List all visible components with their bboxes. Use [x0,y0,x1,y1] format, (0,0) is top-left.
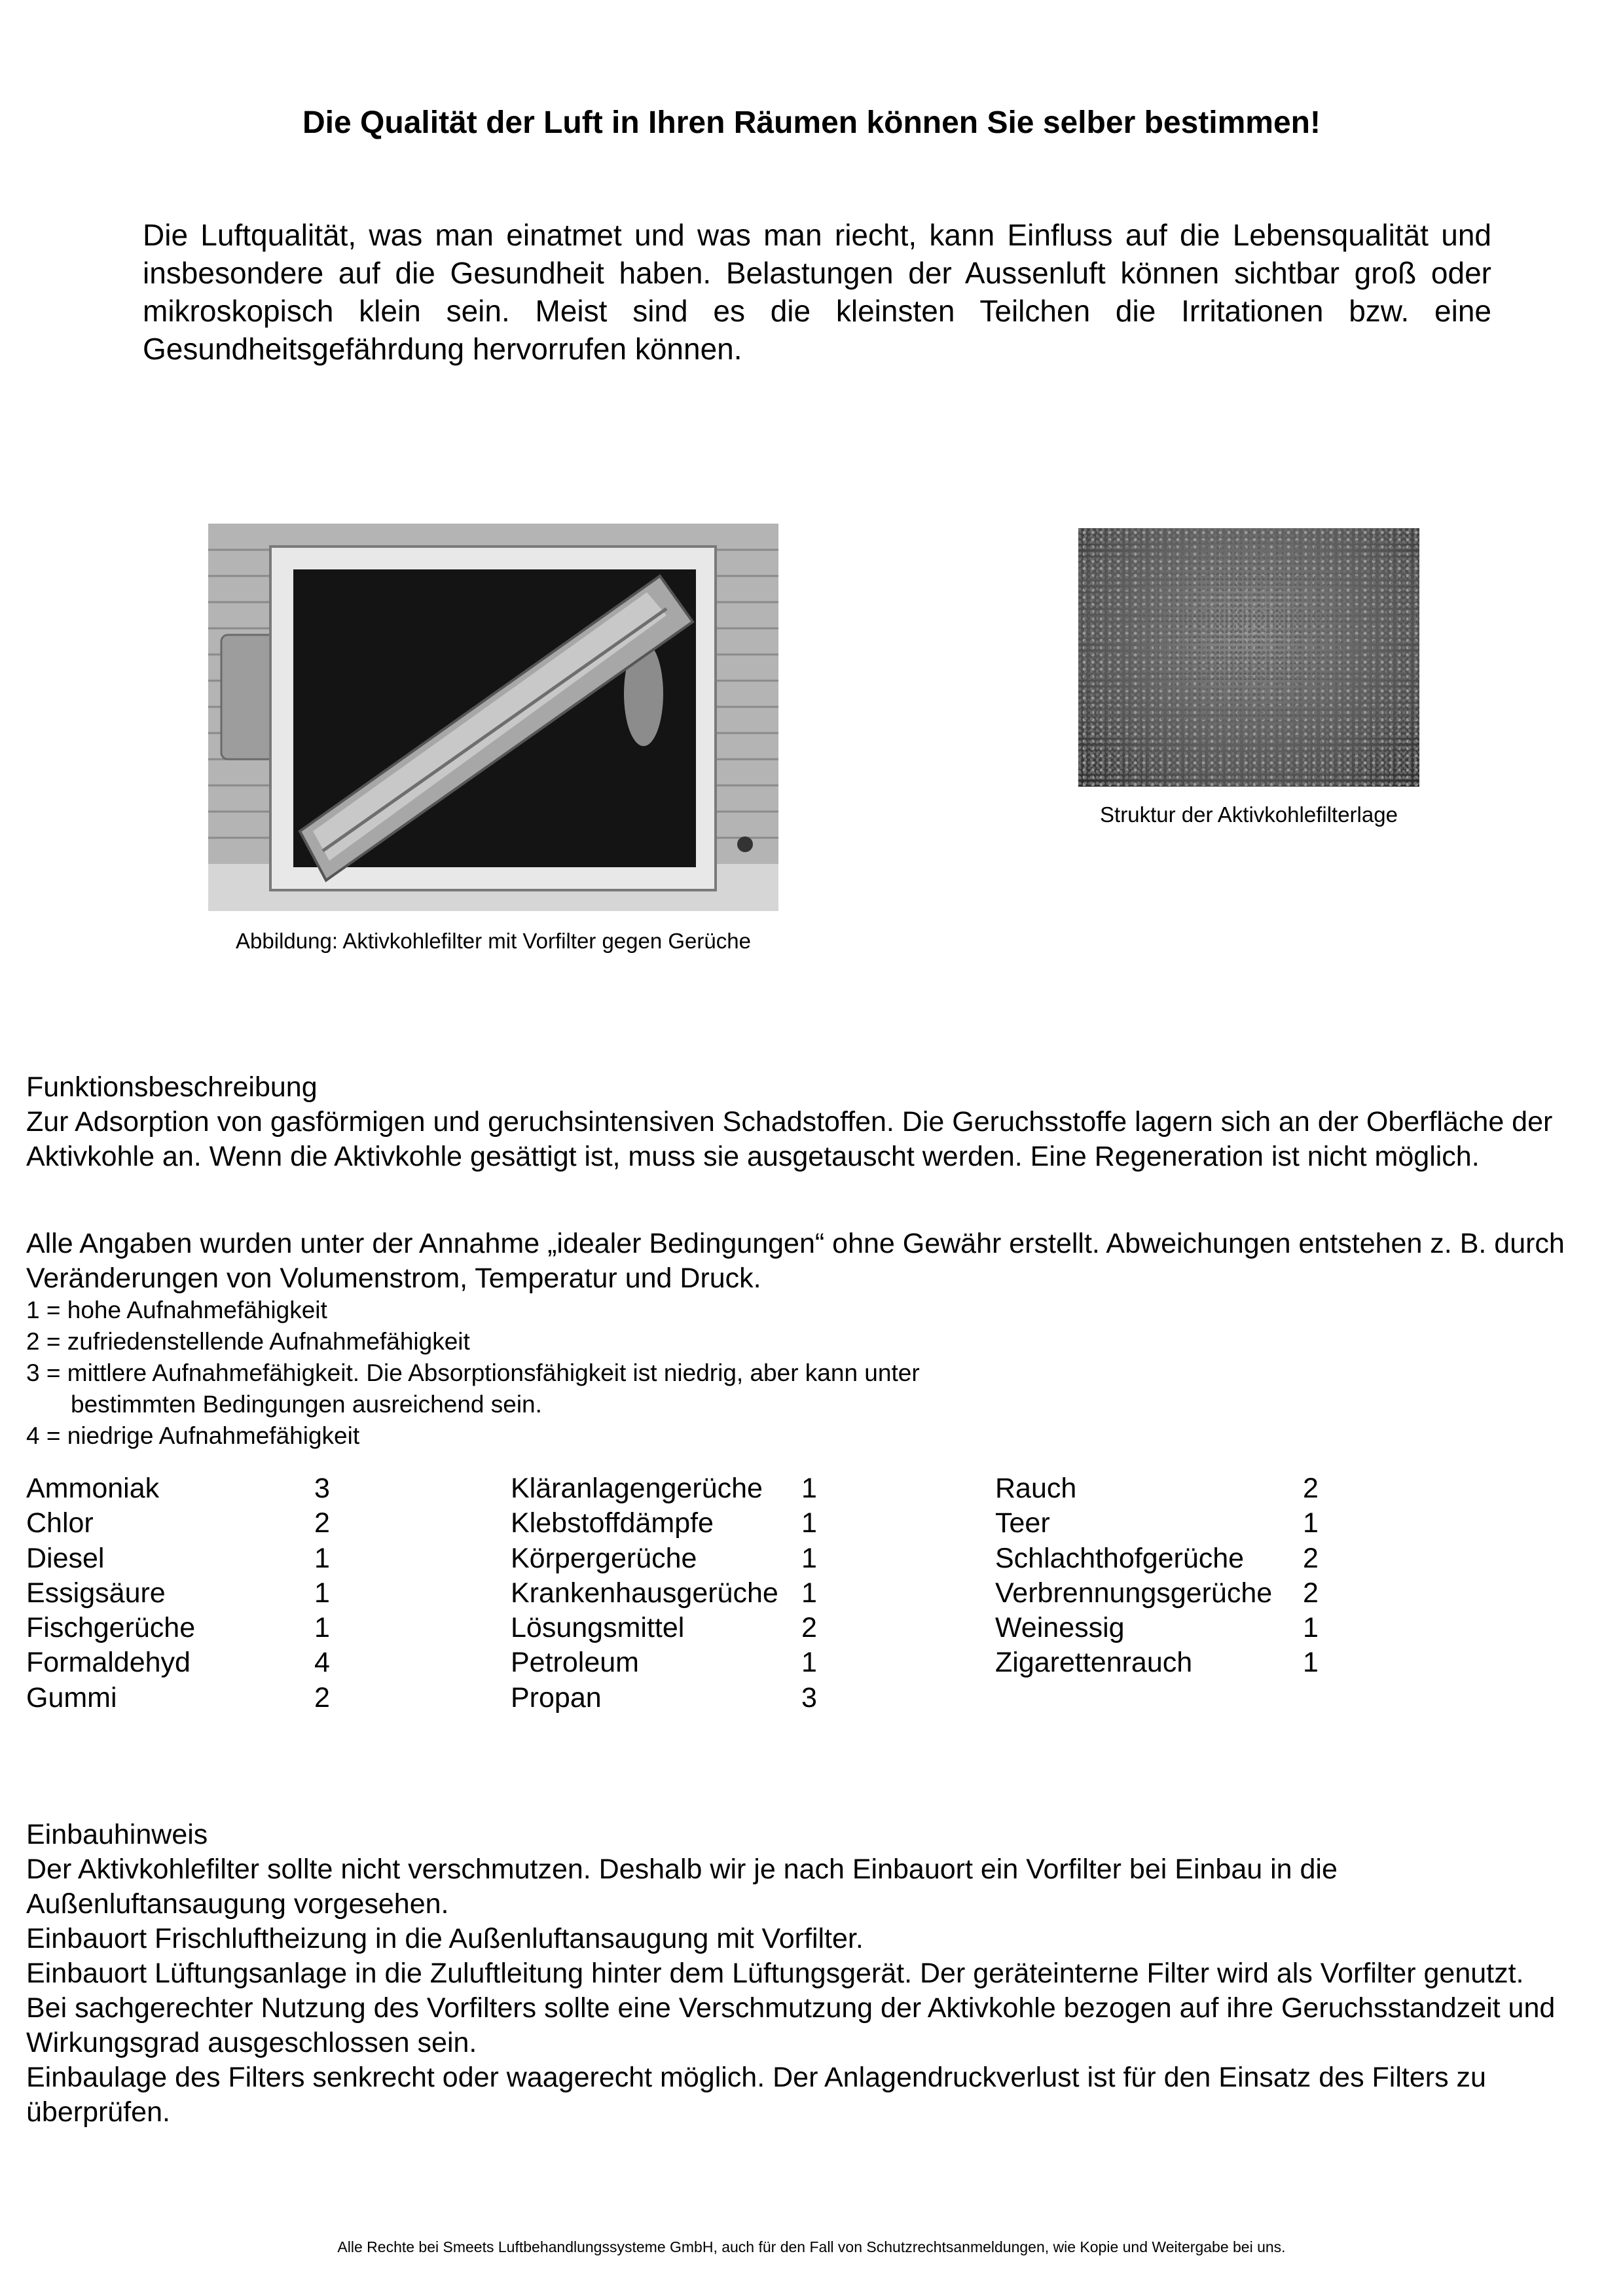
substance-rating: 1 [1303,1612,1319,1644]
substance-row [511,1681,841,1715]
substance-name: Lösungsmittel [511,1612,685,1644]
substance-row [26,1541,354,1576]
substance-rating: 1 [314,1542,330,1574]
substance-row [995,1611,1342,1645]
substance-row [995,1576,1342,1611]
substance-rating: 1 [314,1612,330,1644]
substance-name: Schlachthofgerüche [995,1542,1245,1574]
substance-row [26,1611,354,1645]
legend-item: bestimmten Bedingungen ausreichend sein. [71,1391,542,1418]
substance-rating: 1 [1303,1507,1319,1539]
substance-column-3 [995,1471,1342,1681]
installation-notes [26,1852,1597,2130]
intro-paragraph: Die Luftqualität, was man einatmet und was man riecht, kann Einfluss auf die Lebensqualität und insbesondere auf die Gesundheit haben. Belastungen der Aussenluft können sichtbar groß oder mikroskopisch klein sein. Meist sind es die kleinsten Teilchen die Irritationen bzw. eine Gesundheitsgefährdung hervorrufen können. [143,218,1491,366]
substance-name: Zigarettenrauch [995,1647,1193,1679]
filter-photo-caption: Abbildung: Aktivkohlefilter mit Vorfilter gegen Gerüche [236,929,751,953]
substance-name: Weinessig [995,1612,1125,1644]
function-heading: Funktionsbeschreibung [26,1071,318,1103]
substance-rating: 1 [801,1542,817,1574]
substance-row [995,1541,1342,1576]
carbon-texture-photo [1078,528,1419,787]
substance-column-1 [26,1471,354,1715]
substance-row [511,1471,841,1506]
installation-note: Der Aktivkohlefilter sollte nicht verschmutzen. Deshalb wir je nach Einbauort ein Vorfilter bei Einbau in die Außenluftansaugung vorgesehen. [26,1854,1338,1920]
substance-rating: 1 [801,1473,817,1504]
substance-name: Krankenhausgerüche [511,1577,778,1609]
substance-name: Klebstoffdämpfe [511,1507,714,1539]
substance-row [995,1506,1342,1541]
substance-name: Petroleum [511,1647,639,1679]
substance-row [995,1471,1342,1506]
substance-rating: 3 [801,1681,817,1713]
substance-rating: 2 [801,1612,817,1644]
substance-name: Teer [995,1507,1050,1539]
substance-row [26,1645,354,1680]
substance-name: Verbrennungsgerüche [995,1577,1273,1609]
substance-row [511,1611,841,1645]
substance-rating: 2 [314,1507,330,1539]
installation-note: Einbauort Lüftungsanlage in die Zuluftleitung hinter dem Lüftungsgerät. Der geräteinterne Filter wird als Vorfilter genutzt. [26,1958,1524,1989]
installation-note: Bei sachgerechter Nutzung des Vorfilters sollte eine Verschmutzung der Aktivkohle bezogen auf ihre Geruchsstandzeit und Wirkungsgrad ausgeschlossen sein. [26,1992,1556,2058]
substance-row [995,1645,1342,1680]
substance-name: Essigsäure [26,1577,166,1609]
substance-row [511,1541,841,1576]
substance-name: Körpergerüche [511,1542,697,1574]
texture-photo-caption: Struktur der Aktivkohlefilterlage [1100,802,1398,827]
substance-name: Gummi [26,1681,117,1713]
filter-photo [208,524,778,911]
legend-item: 1 = hohe Aufnahmefähigkeit [26,1297,327,1323]
substance-row [26,1506,354,1541]
disclaimer-text: Alle Angaben wurden unter der Annahme „idealer Bedingungen“ ohne Gewähr erstellt. Abweichungen entstehen z. B. durch Veränderungen von Volumenstrom, Temperatur und Druck. [26,1228,1565,1294]
installation-note: Einbauort Frischluftheizung in die Außenluftansaugung mit Vorfilter. [26,1923,864,1954]
substance-rating: 1 [801,1507,817,1539]
substance-rating: 2 [314,1681,330,1713]
substance-rating: 2 [1303,1542,1319,1574]
substance-rating: 1 [314,1577,330,1609]
substance-row [26,1681,354,1715]
substance-name: Rauch [995,1473,1077,1504]
substance-rating: 1 [1303,1647,1319,1679]
substance-name: Fischgerüche [26,1612,196,1644]
substance-rating: 1 [801,1577,817,1609]
installation-note: Einbaulage des Filters senkrecht oder waagerecht möglich. Der Anlagendruckverlust ist für den Einsatz des Filters zu überprüfen. [26,2062,1486,2128]
substance-name: Ammoniak [26,1473,160,1504]
substance-rating: 4 [314,1647,330,1679]
legend-item: 4 = niedrige Aufnahmefähigkeit [26,1422,360,1449]
capacity-legend [26,1295,1597,1452]
substance-row [511,1506,841,1541]
substance-name: Kläranlagengerüche [511,1473,763,1504]
substance-name: Formaldehyd [26,1647,191,1679]
installation-heading: Einbauhinweis [26,1819,208,1850]
footer-copyright: Alle Rechte bei Smeets Luftbehandlungssysteme GmbH, auch für den Fall von Schutzrechtsanmeldungen, wie Kopie und Weitergabe bei uns. [337,2238,1286,2255]
substance-name: Chlor [26,1507,94,1539]
legend-item: 3 = mittlere Aufnahmefähigkeit. Die Absorptionsfähigkeit ist niedrig, aber kann unter [26,1359,920,1386]
substance-row [26,1471,354,1506]
substance-row [26,1576,354,1611]
substance-rating: 1 [801,1647,817,1679]
substance-row [511,1576,841,1611]
substance-rating: 2 [1303,1577,1319,1609]
legend-item: 2 = zufriedenstellende Aufnahmefähigkeit [26,1328,470,1355]
function-description: Zur Adsorption von gasförmigen und geruchsintensiven Schadstoffen. Die Geruchsstoffe lagern sich an der Oberfläche der Aktivkohle an. Wenn die Aktivkohle gesättigt ist, muss sie ausgetauscht werden. Eine Regeneration ist nicht möglich. [26,1106,1553,1172]
substance-name: Diesel [26,1542,105,1574]
substance-rating: 3 [314,1473,330,1504]
substance-name: Propan [511,1681,602,1713]
substance-column-2 [511,1471,841,1715]
substance-rating: 2 [1303,1473,1319,1504]
page-title: Die Qualität der Luft in Ihren Räumen können Sie selber bestimmen! [302,105,1321,140]
substance-row [511,1645,841,1680]
